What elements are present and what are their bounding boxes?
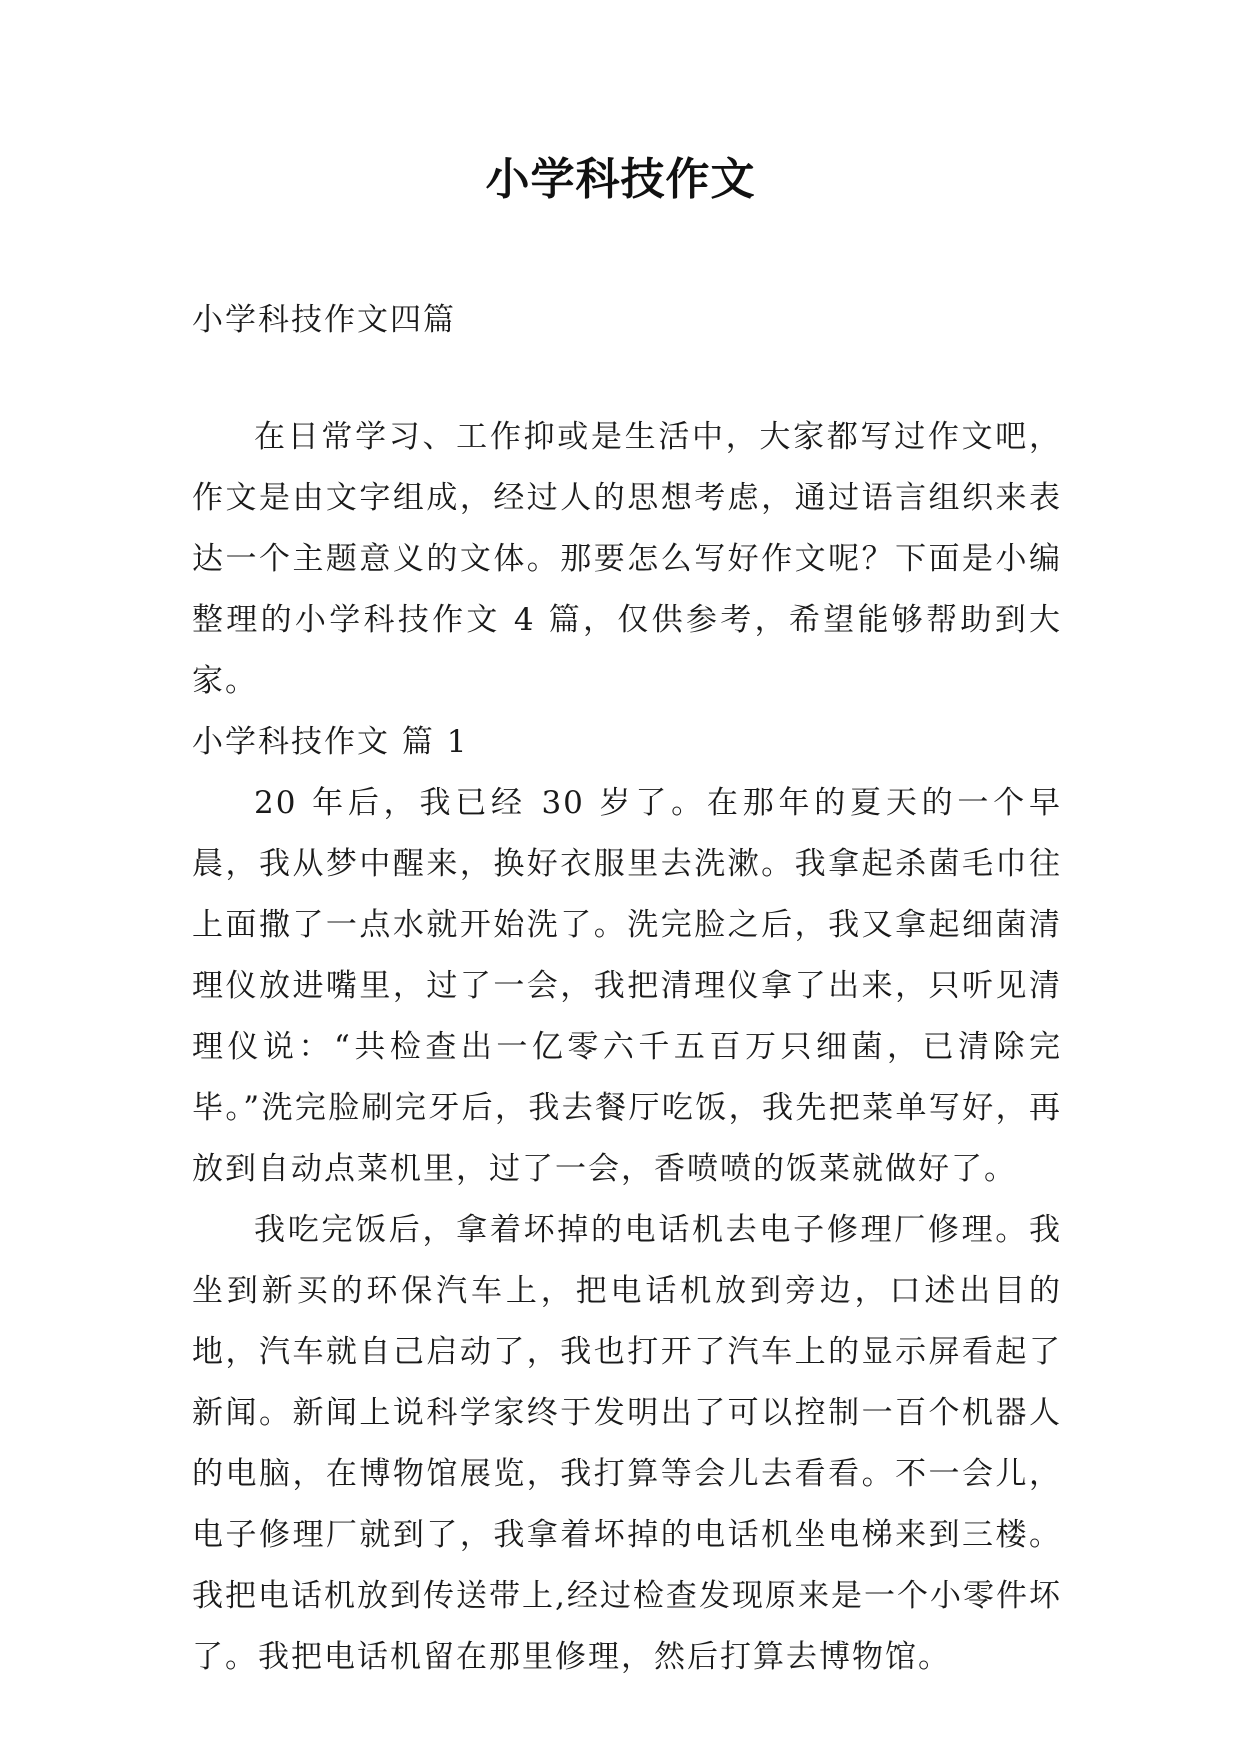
document-body xyxy=(192,290,1062,1688)
body-paragraph: 20 年后，我已经 30 岁了。在那年的夏天的一个早晨，我从梦中醒来，换好衣服里去洗漱。我拿起杀菌毛巾往上面撒了一点水就开始洗了。洗完脸之后，我又拿起细菌清理仪放进嘴里，过了一会，我把清理仪拿了出来，只听见清理仪说：“共检查出一亿零六千五百万只细菌，已清除完毕。”洗完脸刷完牙后，我去餐厅吃饭，我先把菜单写好，再放到自动点菜机里，过了一会，香喷喷的饭菜就做好了。 xyxy=(192,785,1062,1187)
spacer xyxy=(192,351,1062,407)
intro-paragraph: 在日常学习、工作抑或是生活中，大家都写过作文吧，作文是由文字组成，经过人的思想考虑，通过语言组织来表达一个主题意义的文体。那要怎么写好作文呢？下面是小编整理的小学科技作文 4 篇，仅供参考，希望能够帮助到大家。 xyxy=(192,419,1062,699)
document-title: 小学科技作文 xyxy=(485,154,756,205)
document-subtitle: 小学科技作文四篇 xyxy=(192,302,456,338)
section-heading: 小学科技作文 篇 1 xyxy=(192,724,469,760)
body-paragraph: 我吃完饭后，拿着坏掉的电话机去电子修理厂修理。我坐到新买的环保汽车上，把电话机放到旁边，口述出目的地，汽车就自己启动了，我也打开了汽车上的显示屏看起了新闻。新闻上说科学家终于发明出了可以控制一百个机器人的电脑，在博物馆展览，我打算等会儿去看看。不一会儿，电子修理厂就到了，我拿着坏掉的电话机坐电梯来到三楼。我把电话机放到传送带上,经过检查发现原来是一个小零件坏了。我把电话机留在那里修理，然后打算去博物馆。 xyxy=(192,1212,1062,1675)
